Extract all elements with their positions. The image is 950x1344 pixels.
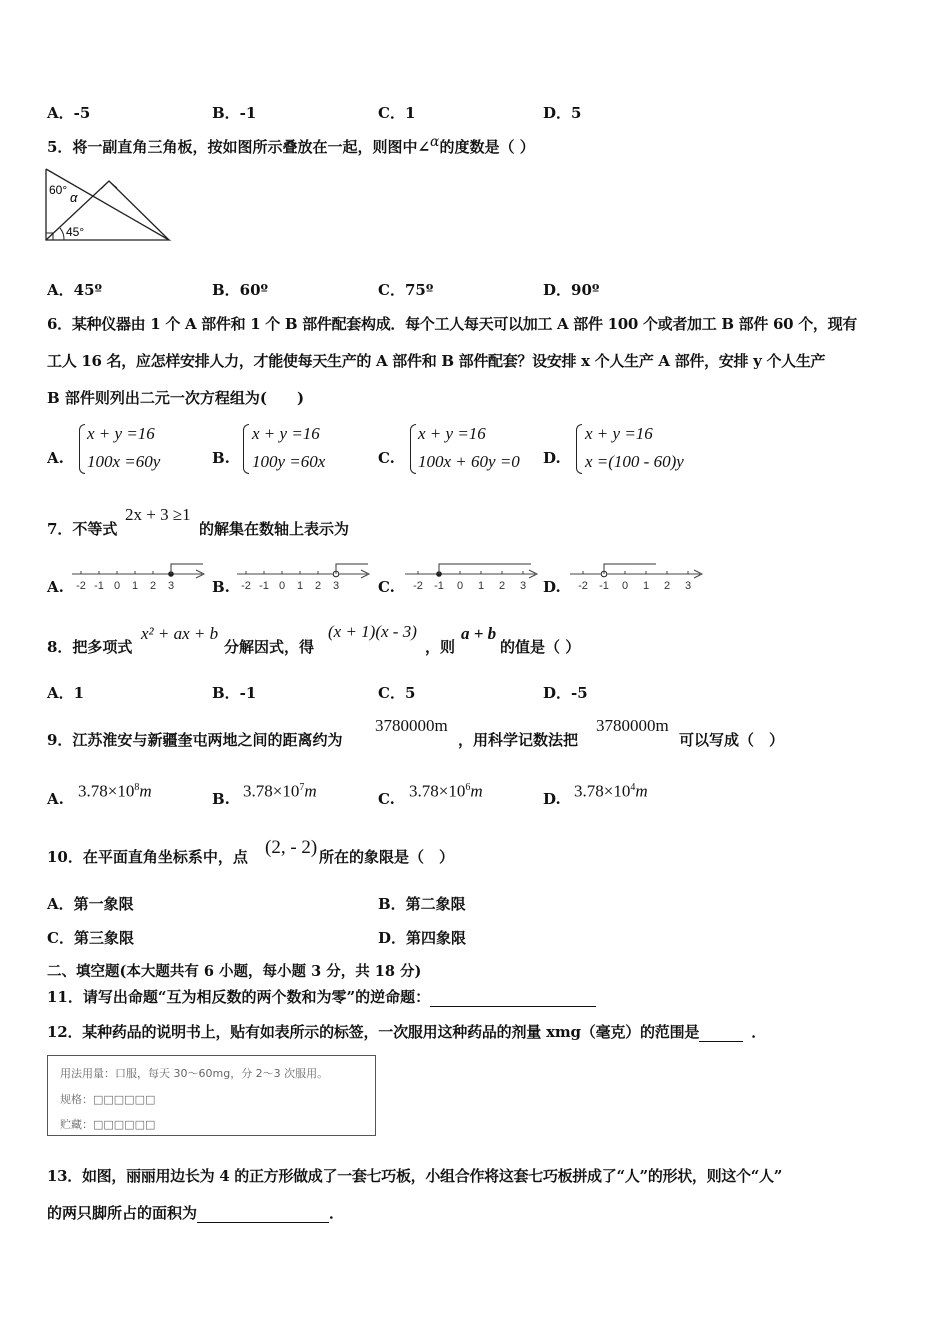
q6-option-a-eq1: x + y =16: [87, 424, 155, 443]
q8-stem-3: ，则: [425, 638, 456, 656]
numberline-tick-label: 2: [498, 580, 506, 592]
q9-stem-2: ，用科学记数法把: [458, 731, 579, 749]
q6-option-b-eq2: 100y =60x: [252, 452, 326, 471]
q10-stem-2: 所在的象限是（ ）: [319, 848, 455, 866]
section-2-heading: 二、填空题(本大题共有 6 小题，每小题 3 分，共 18 分): [47, 963, 422, 980]
numberline-tick-label: -2: [241, 580, 251, 592]
q9-option-d-value: $3.78\times 10^4m$: [574, 781, 648, 801]
q8-a-plus-b: a + b: [461, 624, 497, 643]
q6-option-d-eq2: x =(100 - 60)y: [585, 452, 684, 471]
q12-medicine-label: [47, 1055, 376, 1136]
q5-label-45: 45°: [66, 225, 85, 239]
q7-option-a-label: A.: [47, 578, 64, 596]
q8-polynomial: x² + ax + b: [141, 624, 219, 643]
q9-option-a-label: A.: [47, 790, 64, 808]
numberline-tick-label: 1: [131, 580, 139, 592]
q4-option-c: C．1: [378, 104, 416, 122]
q5-label-60: 60°: [49, 183, 68, 197]
q8-option-c: C．5: [378, 684, 416, 702]
numberline-tick-label: 1: [296, 580, 304, 592]
q13-line2: 的两只脚所占的面积为 ．: [47, 1204, 345, 1222]
q7-numberline-d: [568, 560, 708, 594]
numberline-tick-label: 2: [149, 580, 157, 592]
q10-stem-1: 10．在平面直角坐标系中，点: [47, 848, 248, 866]
q6-line2: 工人 16 名，应怎样安排人力，才能使每天生产的 A 部件和 B 部件配套？设安排 x 个人生产 A 部件，安排 y 个人生产: [47, 352, 826, 370]
q6-option-c-label: C.: [378, 449, 395, 467]
numberline-tick-label: 2: [314, 580, 322, 592]
numberline-tick-label: 0: [113, 580, 121, 592]
q5-option-d: D．90º: [543, 281, 600, 299]
q6-option-c-eq1: x + y =16: [418, 424, 486, 443]
numberline-tick-label: 3: [519, 580, 527, 592]
q9-option-d-label: D.: [543, 790, 561, 808]
q7-numberline-a: [70, 560, 210, 594]
numberline-tick-label: 3: [684, 580, 692, 592]
q9-option-b-label: B.: [212, 790, 230, 808]
q8-option-d: D．-5: [543, 684, 588, 702]
numberline-tick-label: -1: [599, 580, 609, 592]
q6-option-c-eq2: 100x + 60y =0: [418, 452, 520, 471]
q9-option-c-label: C.: [378, 790, 395, 808]
q6-option-b-eq1: x + y =16: [252, 424, 320, 443]
q10-option-b: B．第二象限: [378, 895, 466, 913]
q10-option-d: D．第四象限: [378, 929, 467, 947]
numberline-tick-label: 0: [278, 580, 286, 592]
numberline-tick-label: 1: [642, 580, 650, 592]
q12-label-spec: 规格：□□□□□□: [60, 1093, 156, 1106]
q8-option-b: B．-1: [212, 684, 257, 702]
numberline-tick-label: -1: [259, 580, 269, 592]
q9-option-c-value: $3.78\times 10^6m$: [409, 781, 483, 801]
q6-option-a-label: A.: [47, 449, 64, 467]
numberline-tick-label: -2: [413, 580, 423, 592]
q12-label-storage: 贮藏：□□□□□□: [60, 1118, 156, 1131]
q13-line1: 13．如图，丽丽用边长为 4 的正方形做成了一套七巧板，小组合作将这套七巧板拼成了“人”的形状，则这个“人”: [47, 1167, 783, 1185]
q13-answer-blank[interactable]: [197, 1204, 329, 1223]
q6-option-b-label: B.: [212, 449, 230, 467]
q10-point: (2, - 2): [265, 837, 318, 858]
q9-stem-1: 9．江苏淮安与新疆奎屯两地之间的距离约为: [47, 731, 343, 749]
q8-stem-1: 8．把多项式: [47, 638, 133, 656]
q4-option-b: B．-1: [212, 104, 257, 122]
q7-stem-before: 7．不等式: [47, 520, 118, 538]
q6-option-d-brace: [576, 424, 582, 474]
numberline-tick-label: 0: [456, 580, 464, 592]
q4-option-a: A．-5: [47, 104, 91, 122]
numberline-tick-label: 1: [477, 580, 485, 592]
q8-option-a: A．1: [47, 684, 85, 702]
q6-option-a-eq2: 100x =60y: [87, 452, 161, 471]
q9-option-b-value: $3.78\times 10^7m$: [243, 781, 317, 801]
q12-label-usage: 用法用量：口服，每天 30～60mg，分 2～3 次服用。: [60, 1067, 329, 1080]
q7-numberline-b: [235, 560, 375, 594]
numberline-tick-label: -2: [76, 580, 86, 592]
q10-option-a: A．第一象限: [47, 895, 134, 913]
q9-stem-3: 可以写成（ ）: [679, 731, 785, 749]
q6-option-b-brace: [243, 424, 249, 474]
q5-option-a: A．45º: [47, 281, 103, 299]
numberline-tick-label: 2: [663, 580, 671, 592]
q7-inequality: 2x + 3 ≥1: [125, 505, 191, 524]
q6-option-d-eq1: x + y =16: [585, 424, 653, 443]
q6-option-d-label: D.: [543, 449, 561, 467]
q4-option-d: D．5: [543, 104, 582, 122]
q6-option-c-brace: [410, 424, 416, 474]
q9-distance-2: 3780000m: [596, 716, 669, 735]
q6-option-a-brace: [79, 424, 85, 474]
q5-option-b: B．60º: [212, 281, 269, 299]
numberline-tick-label: 0: [621, 580, 629, 592]
q5-label-alpha: α: [70, 190, 78, 205]
q8-factored: (x + 1)(x - 3): [328, 622, 417, 641]
q7-stem-after: 的解集在数轴上表示为: [199, 520, 350, 538]
q10-option-c: C．第三象限: [47, 929, 134, 947]
q7-option-b-label: B.: [212, 578, 230, 596]
numberline-tick-label: -1: [434, 580, 444, 592]
numberline-tick-label: -1: [94, 580, 104, 592]
q7-option-d-label: D.: [543, 578, 561, 596]
q11-stem: 11．请写出命题“互为相反数的两个数和为零”的逆命题：: [47, 987, 596, 1007]
q6-line3: B 部件则列出二元一次方程组为( ): [47, 389, 305, 407]
q6-line1: 6．某种仪器由 1 个 A 部件和 1 个 B 部件配套构成．每个工人每天可以加工 A 部件 100 个或者加工 B 部件 60 个，现有: [47, 315, 857, 333]
q8-stem-4: 的值是（ ）: [500, 638, 581, 656]
numberline-tick-label: 3: [332, 580, 340, 592]
q5-stem: 5．将一副直角三角板，按如图所示叠放在一起，则图中∠α的度数是（ ）: [47, 134, 535, 156]
q9-option-a-value: $3.78\times 10^8m$: [78, 781, 152, 801]
q9-distance-1: 3780000m: [375, 716, 448, 735]
numberline-tick-label: -2: [578, 580, 588, 592]
q7-numberline-c: [403, 560, 543, 594]
q5-option-c: C．75º: [378, 281, 434, 299]
q5-triangle-figure: [44, 166, 174, 246]
q12-answer-blank[interactable]: [699, 1023, 743, 1042]
q7-option-c-label: C.: [378, 578, 395, 596]
q11-answer-blank[interactable]: [430, 988, 596, 1007]
q12-stem: 12．某种药品的说明书上，贴有如表所示的标签，一次服用这种药品的剂量 xmg（毫克）的范围是 ．: [47, 1023, 767, 1041]
numberline-tick-label: 3: [167, 580, 175, 592]
q8-stem-2: 分解因式，得: [224, 638, 315, 656]
